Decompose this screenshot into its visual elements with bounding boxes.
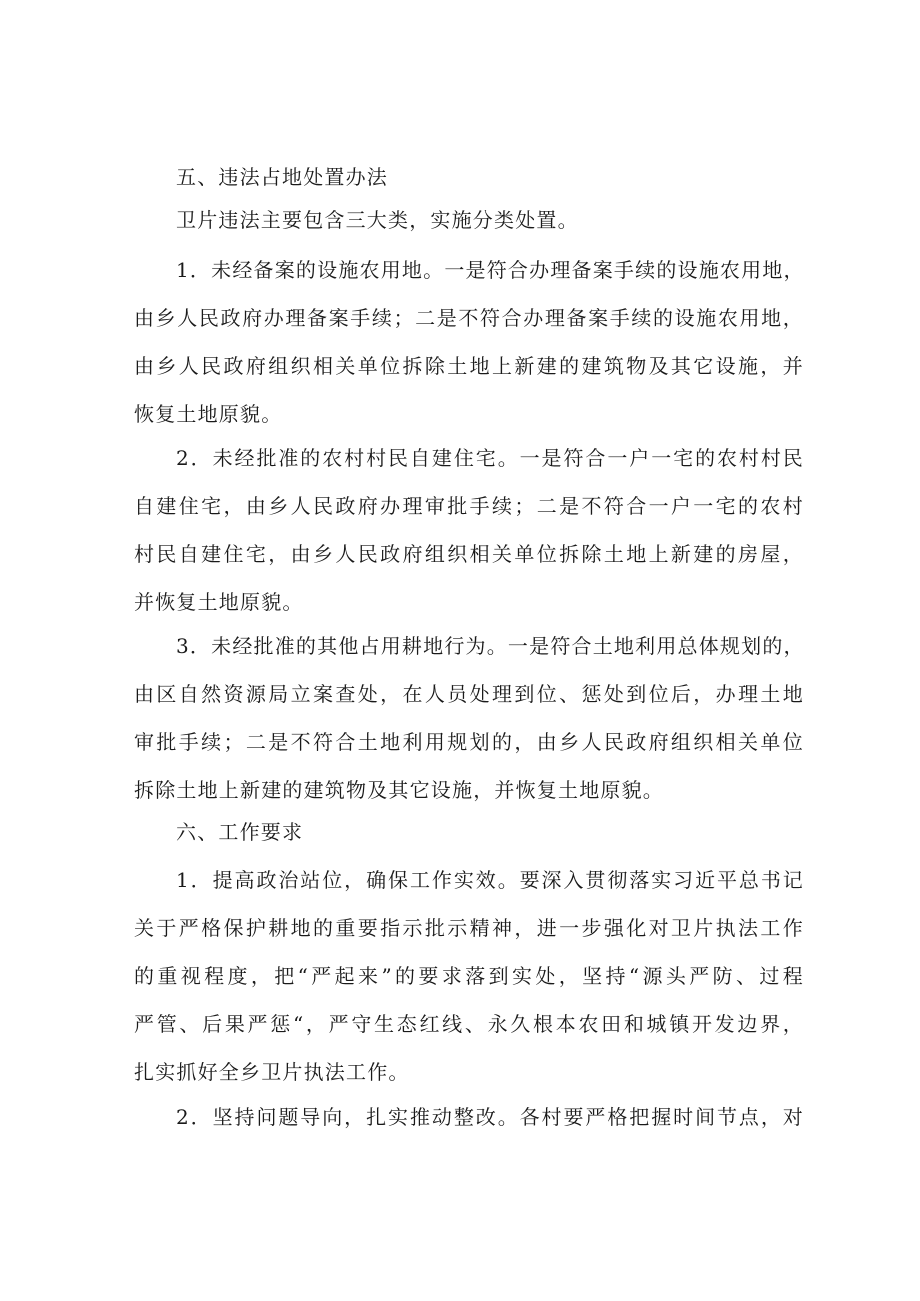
section-five-heading-block — [134, 153, 804, 201]
paragraph-line: 2．未经批准的农村村民自建住宅。一是符合一户一宅的农村村民 — [176, 446, 804, 470]
item-1-paragraph — [134, 246, 804, 438]
paragraph-line: 由区自然资源局立案查处，在人员处理到位、惩处到位后，办理土地 — [134, 682, 804, 706]
section-heading: 五、违法占地处置办法 — [176, 165, 388, 189]
paragraph-line: 1．未经备案的设施农用地。一是符合办理备案手续的设施农用地， — [176, 258, 805, 282]
paragraph-line: 关于严格保护耕地的重要指示批示精神，进一步强化对卫片执法工作 — [134, 916, 804, 940]
paragraph-line: 扎实抓好全乡卫片执法工作。 — [134, 1060, 410, 1084]
section-heading: 六、工作要求 — [176, 820, 304, 844]
paragraph-line: 审批手续；二是不符合土地利用规划的，由乡人民政府组织相关单位 — [134, 730, 804, 754]
paragraph-line: 恢复土地原貌。 — [134, 402, 283, 426]
paragraph-line: 严管、后果严惩“，严守生态红线、永久根本农田和城镇开发边界， — [134, 1012, 804, 1036]
intro-block — [134, 196, 804, 244]
item-3-paragraph — [134, 622, 804, 814]
paragraph-line: 自建住宅，由乡人民政府办理审批手续；二是不符合一户一宅的农村 — [134, 494, 804, 518]
item-2-paragraph — [134, 434, 804, 626]
paragraph-line: 拆除土地上新建的建筑物及其它设施，并恢复土地原貌。 — [134, 778, 664, 802]
paragraph-line: 由乡人民政府组织相关单位拆除土地上新建的建筑物及其它设施，并 — [134, 354, 804, 378]
requirement-1-paragraph — [134, 856, 804, 1096]
section-six-heading-block — [134, 808, 804, 856]
paragraph-line: 2．坚持问题导向，扎实推动整改。各村要严格把握时间节点，对 — [176, 1105, 804, 1129]
paragraph-line: 1．提高政治站位，确保工作实效。要深入贯彻落实习近平总书记 — [176, 868, 804, 892]
paragraph-line: 村民自建住宅，由乡人民政府组织相关单位拆除土地上新建的房屋， — [134, 542, 804, 566]
paragraph-line: 3．未经批准的其他占用耕地行为。一是符合土地利用总体规划的， — [176, 634, 805, 658]
paragraph-line: 并恢复土地原貌。 — [134, 590, 304, 614]
paragraph-line: 由乡人民政府办理备案手续；二是不符合办理备案手续的设施农用地， — [134, 306, 804, 330]
requirement-2-paragraph — [134, 1093, 804, 1141]
paragraph-line: 的重视程度，把“严起来”的要求落到实处，坚持“源头严防、过程 — [134, 964, 804, 988]
intro-paragraph: 卫片违法主要包含三大类，实施分类处置。 — [176, 208, 579, 232]
